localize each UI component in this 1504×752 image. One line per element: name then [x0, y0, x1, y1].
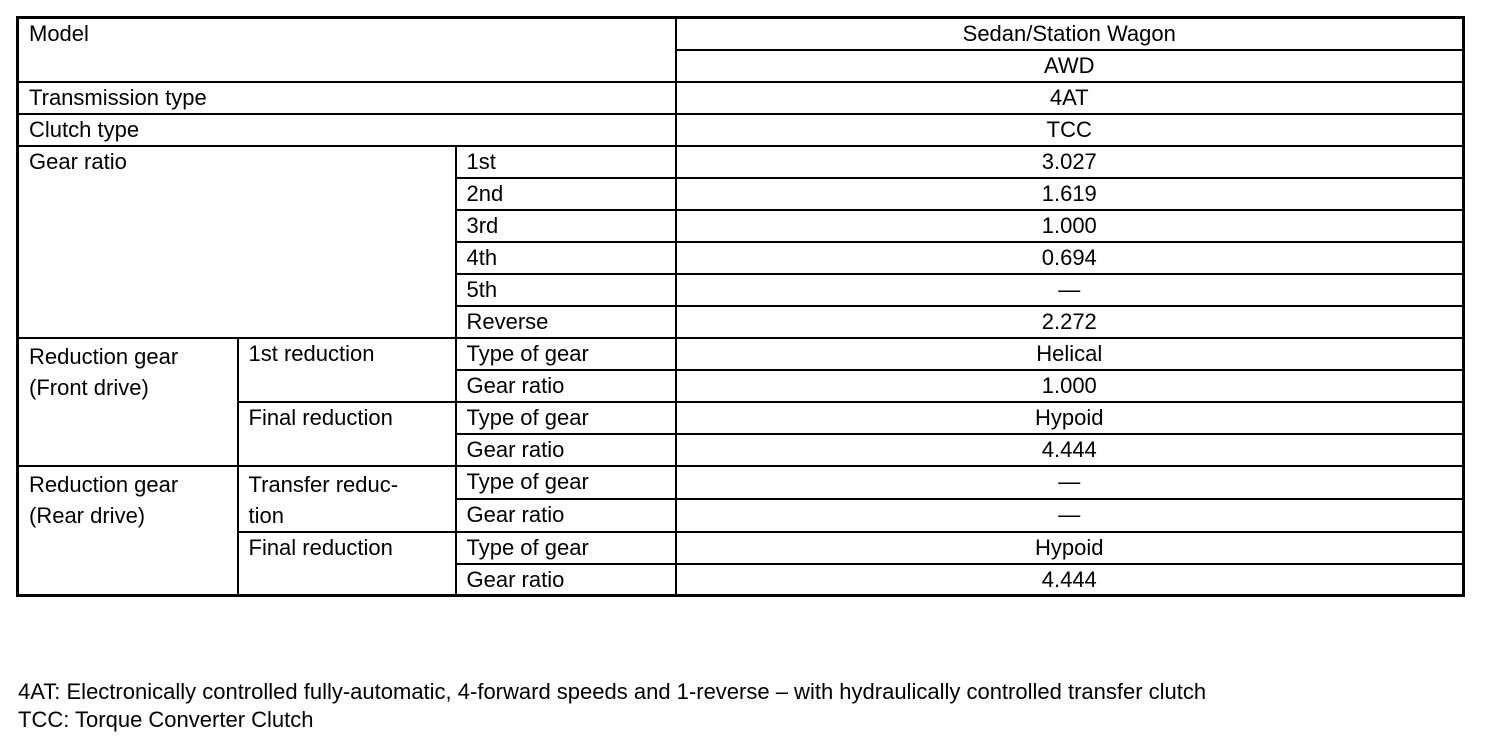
- front-drive-label-line2: (Front drive): [29, 374, 149, 400]
- front-1st-reduction-label: 1st reduction: [238, 338, 456, 402]
- rear-transfer-reduction-line2: tion: [248, 502, 284, 528]
- gear-ratio-label: Gear ratio: [18, 146, 456, 338]
- clutch-type-label: Clutch type: [18, 114, 676, 146]
- front-drive-label: [18, 338, 238, 466]
- gear-value: 0.694: [676, 242, 1464, 274]
- transmission-type-value: 4AT: [676, 82, 1464, 114]
- rear-final-reduction-label: Final reduction: [238, 532, 456, 596]
- spec-table: [16, 16, 1465, 597]
- table-row-clutch: [18, 114, 1464, 146]
- footnotes: [18, 678, 1206, 734]
- gear-ratio-sub-value: 4.444: [676, 434, 1464, 466]
- gear-ratio-sub-label: Gear ratio: [456, 434, 676, 466]
- gear-name: 3rd: [456, 210, 676, 242]
- front-final-reduction-label: Final reduction: [238, 402, 456, 466]
- type-of-gear-value: Hypoid: [676, 532, 1464, 564]
- gear-ratio-sub-label: Gear ratio: [456, 370, 676, 402]
- footnote-4at: 4AT: Electronically controlled fully-automatic, 4-forward speeds and 1-reverse – with hydraulically controlled transfer clutch: [18, 679, 1207, 704]
- gear-ratio-sub-label: Gear ratio: [456, 564, 676, 596]
- footnote-tcc: TCC: Torque Converter Clutch: [18, 707, 314, 732]
- type-of-gear-value: —: [676, 466, 1464, 499]
- rear-drive-label-line2: (Rear drive): [29, 502, 146, 528]
- clutch-type-value: TCC: [676, 114, 1464, 146]
- gear-value: 1.000: [676, 210, 1464, 242]
- drive-value: AWD: [676, 50, 1464, 82]
- rear-drive-label-line1: Reduction gear: [29, 471, 179, 497]
- rear-transfer-reduction-line1: Transfer reduc-: [248, 471, 399, 497]
- model-value: Sedan/Station Wagon: [676, 18, 1464, 50]
- gear-name: 5th: [456, 274, 676, 306]
- gear-name: 2nd: [456, 178, 676, 210]
- gear-ratio-sub-label: Gear ratio: [456, 499, 676, 532]
- front-drive-label-line1: Reduction gear: [29, 343, 179, 369]
- gear-name: 1st: [456, 146, 676, 178]
- gear-ratio-sub-value: —: [676, 499, 1464, 532]
- type-of-gear-label: Type of gear: [456, 338, 676, 370]
- rear-drive-label: [18, 466, 238, 596]
- table-row-transmission: [18, 82, 1464, 114]
- rear-transfer-reduction-label: [238, 466, 456, 532]
- table-row-model: [18, 18, 1464, 50]
- type-of-gear-value: Hypoid: [676, 402, 1464, 434]
- gear-name: 4th: [456, 242, 676, 274]
- type-of-gear-label: Type of gear: [456, 466, 676, 499]
- gear-ratio-sub-value: 4.444: [676, 564, 1464, 596]
- gear-ratio-sub-value: 1.000: [676, 370, 1464, 402]
- transmission-type-label: Transmission type: [18, 82, 676, 114]
- gear-name: Reverse: [456, 306, 676, 338]
- table-row-front-1st-type: [18, 338, 1464, 370]
- type-of-gear-label: Type of gear: [456, 402, 676, 434]
- gear-value: —: [676, 274, 1464, 306]
- gear-value: 2.272: [676, 306, 1464, 338]
- table-row-gear-1: [18, 146, 1464, 178]
- gear-value: 1.619: [676, 178, 1464, 210]
- model-label: Model: [18, 18, 676, 82]
- gear-value: 3.027: [676, 146, 1464, 178]
- type-of-gear-label: Type of gear: [456, 532, 676, 564]
- type-of-gear-value: Helical: [676, 338, 1464, 370]
- table-row-rear-transfer-type: [18, 466, 1464, 499]
